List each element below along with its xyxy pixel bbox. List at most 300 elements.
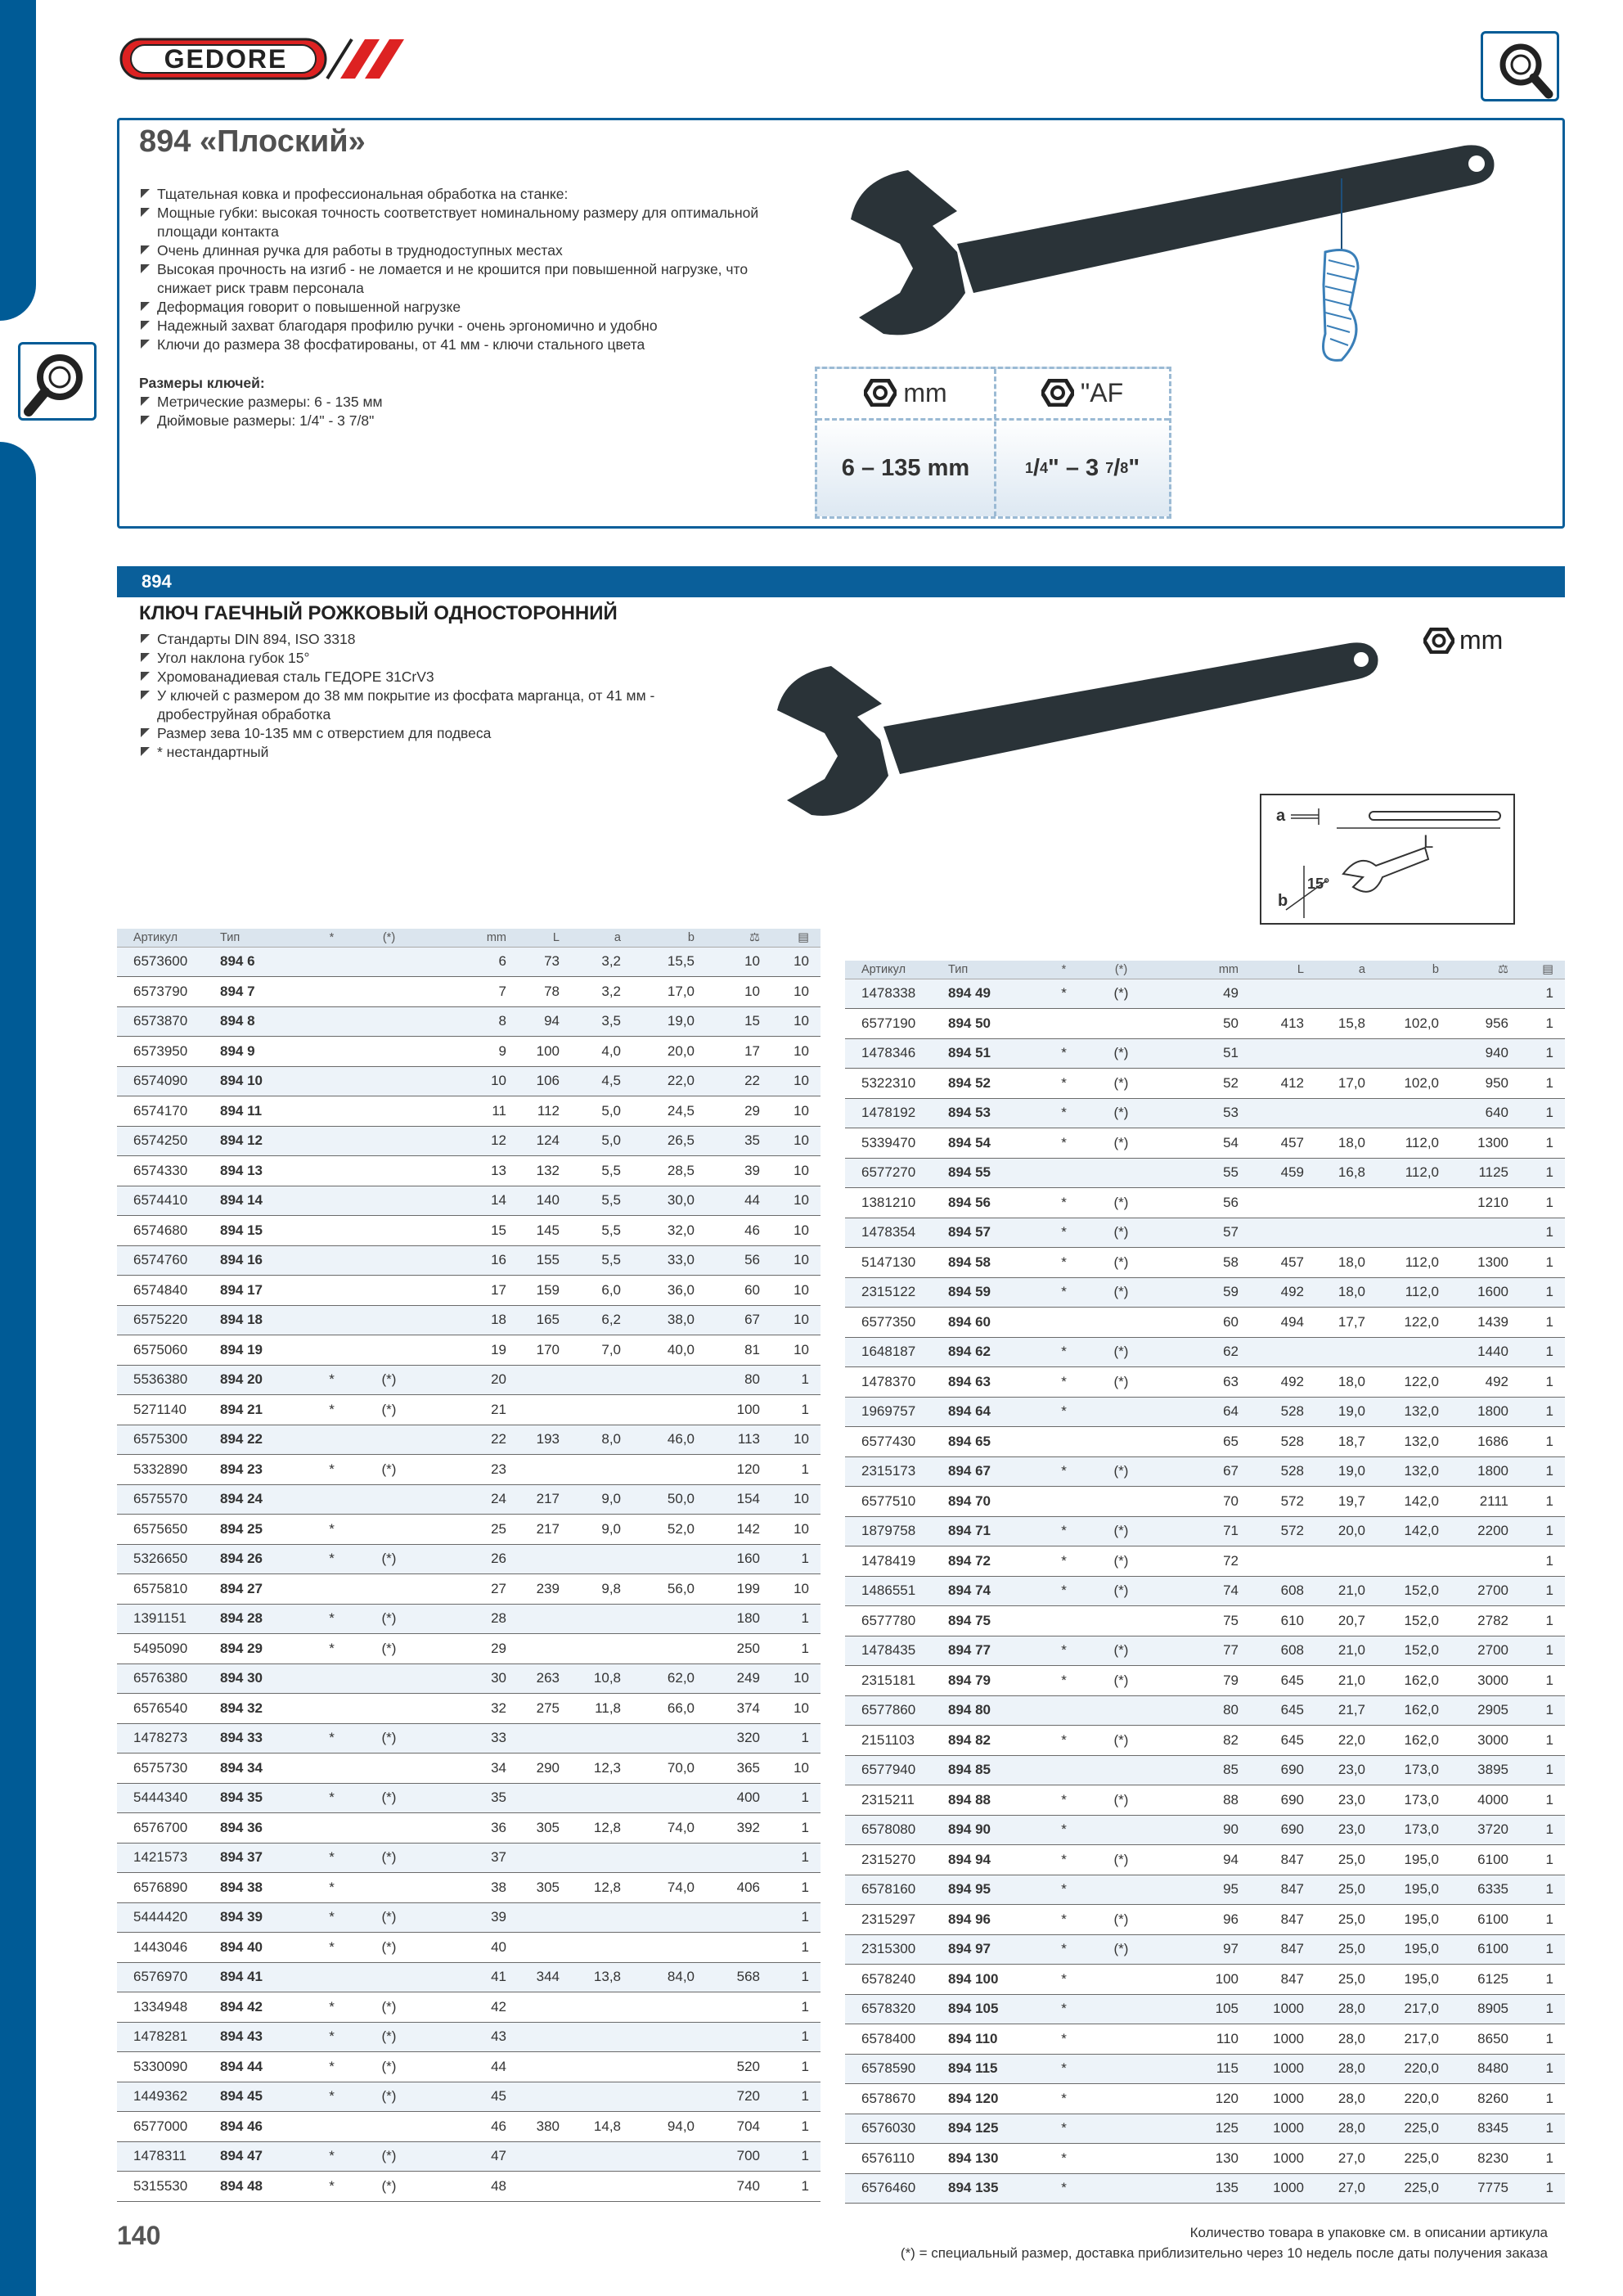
sizes-list <box>139 393 383 430</box>
type-cell: 894 125 <box>943 2114 1041 2144</box>
type-cell: 894 64 <box>943 1397 1041 1427</box>
hex-nut-icon <box>1423 628 1454 654</box>
weight-cell: 10 <box>706 947 771 977</box>
a-cell: 25,0 <box>1315 1965 1377 1995</box>
special-cell: (*) <box>354 1634 424 1664</box>
special-cell: (*) <box>354 1933 424 1963</box>
table-row <box>845 1188 1565 1218</box>
pack-cell: 1 <box>1520 1188 1565 1218</box>
nonstandard-cell: * <box>1041 1277 1086 1308</box>
spanner-illustration <box>834 129 1505 367</box>
table-row <box>117 1992 820 2023</box>
a-cell: 9,0 <box>571 1515 632 1545</box>
b-cell: 220,0 <box>1377 2054 1450 2084</box>
type-cell: 894 22 <box>215 1425 309 1455</box>
special-cell: (*) <box>1086 1098 1156 1128</box>
article-cell: 1478311 <box>117 2141 215 2172</box>
b-cell <box>632 2141 706 2172</box>
b-cell: 225,0 <box>1377 2144 1450 2174</box>
pack-cell: 1 <box>1520 2024 1565 2055</box>
type-cell: 894 62 <box>943 1337 1041 1367</box>
size-cell: 90 <box>1156 1815 1250 1845</box>
footer-line: (*) = специальный размер, доставка приблизительно через 10 недель после даты получения заказа <box>900 2245 1548 2261</box>
size-cell: 80 <box>1156 1695 1250 1726</box>
article-cell: 6578590 <box>845 2054 943 2084</box>
weight-cell: 180 <box>706 1604 771 1634</box>
weight-cell: 35 <box>706 1126 771 1156</box>
table-row <box>845 1695 1565 1726</box>
spec-item: Стандарты DIN 894, ISO 3318 <box>139 630 712 649</box>
table-row <box>117 1216 820 1246</box>
table-row <box>845 1845 1565 1875</box>
nonstandard-cell: * <box>1041 1875 1086 1905</box>
size-cell: 75 <box>1156 1606 1250 1636</box>
length-cell <box>518 2052 571 2082</box>
length-cell: 1000 <box>1250 2054 1315 2084</box>
article-cell: 2151103 <box>845 1726 943 1756</box>
nonstandard-cell <box>309 1813 354 1844</box>
special-cell <box>354 1245 424 1276</box>
spec-item: Хромованадиевая сталь ГЕДОРЕ 31CrV3 <box>139 668 712 687</box>
length-cell: 847 <box>1250 1905 1315 1935</box>
size-cell: 50 <box>1156 1009 1250 1039</box>
size-range-box <box>815 367 1171 519</box>
type-cell: 894 54 <box>943 1128 1041 1159</box>
b-cell <box>632 1604 706 1634</box>
nonstandard-cell: * <box>1041 2024 1086 2055</box>
size-cell: 19 <box>424 1335 518 1366</box>
type-cell: 894 70 <box>943 1487 1041 1517</box>
nonstandard-cell: * <box>1041 1128 1086 1159</box>
a-cell: 3,2 <box>571 947 632 977</box>
article-cell: 6576700 <box>117 1813 215 1844</box>
length-cell: 690 <box>1250 1755 1315 1785</box>
weight-cell: 154 <box>706 1484 771 1515</box>
weight-cell: 6100 <box>1450 1934 1520 1965</box>
table-row <box>117 1425 820 1455</box>
size-cell: 54 <box>1156 1128 1250 1159</box>
a-cell <box>1315 1188 1377 1218</box>
size-cell: 14 <box>424 1186 518 1216</box>
pack-cell: 1 <box>1520 1308 1565 1338</box>
pack-cell: 1 <box>1520 1367 1565 1398</box>
article-cell: 1478273 <box>117 1723 215 1754</box>
a-cell <box>571 2082 632 2112</box>
length-cell: 106 <box>518 1066 571 1096</box>
special-cell: (*) <box>354 1455 424 1485</box>
a-cell: 17,7 <box>1315 1308 1377 1338</box>
a-cell <box>571 1843 632 1873</box>
dim-l-label: L <box>1423 831 1434 852</box>
length-cell: 239 <box>518 1574 571 1605</box>
weight-cell: 956 <box>1450 1009 1520 1039</box>
special-cell: (*) <box>1086 1934 1156 1965</box>
b-cell <box>632 1933 706 1963</box>
special-cell <box>354 1216 424 1246</box>
type-cell: 894 10 <box>215 1066 309 1096</box>
pack-cell: 1 <box>1520 1009 1565 1039</box>
article-cell: 1478192 <box>845 1098 943 1128</box>
special-cell <box>1086 2144 1156 2174</box>
type-cell: 894 18 <box>215 1305 309 1335</box>
weight-cell: 1439 <box>1450 1308 1520 1338</box>
type-cell: 894 26 <box>215 1544 309 1574</box>
weight-cell: 81 <box>706 1335 771 1366</box>
b-cell: 62,0 <box>632 1663 706 1694</box>
size-cell: 58 <box>1156 1248 1250 1278</box>
table-row <box>845 1905 1565 1935</box>
size-cell: 36 <box>424 1813 518 1844</box>
a-cell: 25,0 <box>1315 1905 1377 1935</box>
weight-cell: 142 <box>706 1515 771 1545</box>
length-cell: 305 <box>518 1813 571 1844</box>
table-row <box>845 1815 1565 1845</box>
b-cell: 162,0 <box>1377 1666 1450 1696</box>
package-icon: ▤ <box>1520 961 1565 979</box>
length-cell: 94 <box>518 1006 571 1037</box>
a-cell: 6,0 <box>571 1276 632 1306</box>
table-row <box>845 1487 1565 1517</box>
side-rail-bottom <box>0 442 36 2296</box>
pack-cell: 1 <box>1520 1069 1565 1099</box>
weight-cell: 320 <box>706 1723 771 1754</box>
size-cell: 105 <box>1156 1994 1250 2024</box>
type-cell: 894 97 <box>943 1934 1041 1965</box>
special-cell: (*) <box>1086 1337 1156 1367</box>
weight-cell: 6335 <box>1450 1875 1520 1905</box>
b-cell: 32,0 <box>632 1216 706 1246</box>
table-row <box>117 1783 820 1813</box>
type-cell: 894 58 <box>943 1248 1041 1278</box>
b-cell: 217,0 <box>1377 1994 1450 2024</box>
weight-cell: 700 <box>706 2141 771 2172</box>
table-row <box>117 1604 820 1634</box>
table-row <box>117 2112 820 2142</box>
nonstandard-cell: * <box>1041 1248 1086 1278</box>
weight-cell: 6125 <box>1450 1965 1520 1995</box>
article-cell: 6576110 <box>845 2144 943 2174</box>
nonstandard-cell <box>1041 1695 1086 1726</box>
pack-cell: 1 <box>1520 1606 1565 1636</box>
table-row <box>117 1245 820 1276</box>
length-cell: 492 <box>1250 1367 1315 1398</box>
b-cell: 24,5 <box>632 1096 706 1127</box>
nonstandard-cell <box>309 1006 354 1037</box>
table-row <box>117 1515 820 1545</box>
article-cell: 2315270 <box>845 1845 943 1875</box>
article-cell: 1478346 <box>845 1038 943 1069</box>
nonstandard-cell: * <box>309 1873 354 1903</box>
size-cell: 41 <box>424 1962 518 1992</box>
a-cell: 21,7 <box>1315 1695 1377 1726</box>
article-cell: 1391151 <box>117 1604 215 1634</box>
pack-cell: 1 <box>1520 1636 1565 1666</box>
gedore-logo <box>119 36 414 86</box>
size-cell: 23 <box>424 1455 518 1485</box>
size-cell: 44 <box>424 2052 518 2082</box>
weight-cell: 2905 <box>1450 1695 1520 1726</box>
table-row <box>845 979 1565 1009</box>
weight-cell: 1600 <box>1450 1277 1520 1308</box>
b-cell <box>1377 1218 1450 1248</box>
b-cell: 66,0 <box>632 1694 706 1724</box>
pack-cell: 10 <box>771 1305 820 1335</box>
article-cell: 6573950 <box>117 1037 215 1067</box>
b-cell: 225,0 <box>1377 2173 1450 2204</box>
b-cell: 52,0 <box>632 1515 706 1545</box>
hex-nut-icon <box>864 379 897 407</box>
a-cell: 20,7 <box>1315 1606 1377 1636</box>
special-cell: (*) <box>1086 1069 1156 1099</box>
type-cell: 894 41 <box>215 1962 309 1992</box>
length-cell: 1000 <box>1250 1994 1315 2024</box>
weight-cell: 1300 <box>1450 1248 1520 1278</box>
pack-cell: 1 <box>771 1813 820 1844</box>
length-cell: 1000 <box>1250 2144 1315 2174</box>
b-cell: 220,0 <box>1377 2084 1450 2114</box>
table-row <box>117 1335 820 1366</box>
length-cell: 344 <box>518 1962 571 1992</box>
pack-cell: 1 <box>1520 1845 1565 1875</box>
af-label: "AF <box>1080 377 1124 407</box>
table-row <box>117 1634 820 1664</box>
nonstandard-cell <box>309 1574 354 1605</box>
article-cell: 6577940 <box>845 1755 943 1785</box>
table-row <box>117 1066 820 1096</box>
size-cell: 70 <box>1156 1487 1250 1517</box>
weight-cell: 56 <box>706 1245 771 1276</box>
type-cell: 894 94 <box>943 1845 1041 1875</box>
weight-cell: 46 <box>706 1216 771 1246</box>
type-cell: 894 95 <box>943 1875 1041 1905</box>
col-header-special: (*) <box>1086 961 1156 979</box>
nonstandard-cell: * <box>1041 1546 1086 1577</box>
pack-cell: 1 <box>1520 1546 1565 1577</box>
length-cell: 459 <box>1250 1158 1315 1188</box>
table-row <box>845 1218 1565 1248</box>
b-cell: 132,0 <box>1377 1427 1450 1457</box>
length-cell: 645 <box>1250 1726 1315 1756</box>
type-cell: 894 38 <box>215 1873 309 1903</box>
table-row <box>117 1126 820 1156</box>
a-cell: 5,5 <box>571 1186 632 1216</box>
table-row <box>845 1277 1565 1308</box>
special-cell: (*) <box>354 1395 424 1425</box>
table-row <box>845 1875 1565 1905</box>
type-cell: 894 14 <box>215 1186 309 1216</box>
pack-cell: 1 <box>1520 1695 1565 1726</box>
b-cell: 225,0 <box>1377 2114 1450 2144</box>
col-header-article: Артикул <box>117 929 215 947</box>
table-row <box>117 2022 820 2052</box>
size-cell: 38 <box>424 1873 518 1903</box>
article-cell: 1478338 <box>845 979 943 1009</box>
article-cell: 1443046 <box>117 1933 215 1963</box>
article-cell: 5315530 <box>117 2172 215 2202</box>
pack-cell: 1 <box>1520 1277 1565 1308</box>
pack-cell: 1 <box>1520 1755 1565 1785</box>
b-cell: 20,0 <box>632 1037 706 1067</box>
feature-item: Мощные губки: высокая точность соответствует номинальному размеру для оптимальной площади контакта <box>139 204 769 241</box>
nonstandard-cell: * <box>1041 2054 1086 2084</box>
weight-cell: 2782 <box>1450 1606 1520 1636</box>
pack-cell: 1 <box>1520 2084 1565 2114</box>
weight-cell: 392 <box>706 1813 771 1844</box>
size-cell: 51 <box>1156 1038 1250 1069</box>
length-cell <box>518 1992 571 2023</box>
length-cell: 690 <box>1250 1785 1315 1816</box>
pack-cell: 1 <box>1520 1965 1565 1995</box>
nonstandard-cell: * <box>1041 1456 1086 1487</box>
b-cell <box>1377 1188 1450 1218</box>
a-cell <box>1315 1098 1377 1128</box>
table-row <box>117 1902 820 1933</box>
length-cell: 159 <box>518 1276 571 1306</box>
nonstandard-cell: * <box>1041 1965 1086 1995</box>
nonstandard-cell: * <box>1041 1397 1086 1427</box>
b-cell <box>632 1902 706 1933</box>
package-icon: ▤ <box>771 929 820 947</box>
pack-cell: 1 <box>1520 1337 1565 1367</box>
table-row <box>117 947 820 977</box>
b-cell: 195,0 <box>1377 1875 1450 1905</box>
spec-item: Угол наклона губок 15° <box>139 649 712 668</box>
nonstandard-cell: * <box>309 1843 354 1873</box>
special-cell <box>354 1066 424 1096</box>
type-cell: 894 53 <box>943 1098 1041 1128</box>
a-cell <box>1315 1038 1377 1069</box>
nonstandard-cell <box>309 1126 354 1156</box>
weight-cell <box>706 2022 771 2052</box>
nonstandard-cell <box>309 1425 354 1455</box>
type-cell: 894 59 <box>943 1277 1041 1308</box>
a-cell <box>571 1783 632 1813</box>
nonstandard-cell <box>309 1245 354 1276</box>
spec-item: * нестандартный <box>139 743 712 762</box>
article-cell: 6578670 <box>845 2084 943 2114</box>
special-cell: (*) <box>354 2022 424 2052</box>
weight-cell <box>1450 1218 1520 1248</box>
b-cell: 173,0 <box>1377 1815 1450 1845</box>
nonstandard-cell <box>309 1663 354 1694</box>
special-cell: (*) <box>354 1783 424 1813</box>
table-row <box>117 1723 820 1754</box>
type-cell: 894 82 <box>943 1726 1041 1756</box>
length-cell: 528 <box>1250 1456 1315 1487</box>
a-cell: 28,0 <box>1315 2084 1377 2114</box>
article-cell: 6577430 <box>845 1427 943 1457</box>
length-cell: 290 <box>518 1754 571 1784</box>
feature-item: Деформация говорит о повышенной нагрузке <box>139 298 769 317</box>
pack-cell: 1 <box>1520 1218 1565 1248</box>
b-cell: 102,0 <box>1377 1069 1450 1099</box>
special-cell <box>354 2112 424 2142</box>
type-cell: 894 36 <box>215 1813 309 1844</box>
length-cell: 170 <box>518 1335 571 1366</box>
size-cell: 40 <box>424 1933 518 1963</box>
type-cell: 894 48 <box>215 2172 309 2202</box>
special-cell <box>354 1694 424 1724</box>
table-header-row <box>845 961 1565 979</box>
size-cell: 120 <box>1156 2084 1250 2114</box>
spec-table-left <box>117 929 820 2202</box>
sizes-heading: Размеры ключей: <box>139 375 265 391</box>
type-cell: 894 33 <box>215 1723 309 1754</box>
pack-cell: 1 <box>771 2022 820 2052</box>
nonstandard-cell <box>309 1186 354 1216</box>
weight-cell: 4000 <box>1450 1785 1520 1816</box>
b-cell: 112,0 <box>1377 1277 1450 1308</box>
a-cell: 8,0 <box>571 1425 632 1455</box>
weight-cell: 3895 <box>1450 1755 1520 1785</box>
a-cell: 18,0 <box>1315 1128 1377 1159</box>
b-cell: 195,0 <box>1377 1934 1450 1965</box>
table-row <box>845 2114 1565 2144</box>
weight-cell: 250 <box>706 1634 771 1664</box>
article-cell: 1334948 <box>117 1992 215 2023</box>
article-cell: 2315211 <box>845 1785 943 1816</box>
length-cell <box>518 1783 571 1813</box>
type-cell: 894 47 <box>215 2141 309 2172</box>
type-cell: 894 74 <box>943 1576 1041 1606</box>
b-cell <box>632 1723 706 1754</box>
size-cell: 42 <box>424 1992 518 2023</box>
nonstandard-cell: * <box>1041 1337 1086 1367</box>
nonstandard-cell: * <box>1041 2114 1086 2144</box>
weight-cell: 39 <box>706 1156 771 1186</box>
weight-cell: 3720 <box>1450 1815 1520 1845</box>
special-cell <box>354 1574 424 1605</box>
nonstandard-cell <box>309 1066 354 1096</box>
weight-cell: 520 <box>706 2052 771 2082</box>
nonstandard-cell: * <box>1041 1726 1086 1756</box>
nonstandard-cell <box>309 1335 354 1366</box>
length-cell: 132 <box>518 1156 571 1186</box>
size-cell: 30 <box>424 1663 518 1694</box>
size-cell: 63 <box>1156 1367 1250 1398</box>
table-row <box>117 1276 820 1306</box>
weight-cell: 199 <box>706 1574 771 1605</box>
a-cell: 18,7 <box>1315 1427 1377 1457</box>
pack-cell: 10 <box>771 977 820 1007</box>
size-cell: 46 <box>424 2112 518 2142</box>
article-cell: 6575570 <box>117 1484 215 1515</box>
b-cell: 162,0 <box>1377 1726 1450 1756</box>
nonstandard-cell: * <box>1041 2084 1086 2114</box>
type-cell: 894 55 <box>943 1158 1041 1188</box>
a-cell: 27,0 <box>1315 2173 1377 2204</box>
size-cell: 96 <box>1156 1905 1250 1935</box>
a-cell <box>571 1723 632 1754</box>
size-cell: 88 <box>1156 1785 1250 1816</box>
type-cell: 894 56 <box>943 1188 1041 1218</box>
type-cell: 894 32 <box>215 1694 309 1724</box>
b-cell <box>632 1365 706 1395</box>
special-cell <box>1086 2054 1156 2084</box>
weight-cell: 8230 <box>1450 2144 1520 2174</box>
size-cell: 53 <box>1156 1098 1250 1128</box>
weight-cell: 406 <box>706 1873 771 1903</box>
size-cell: 15 <box>424 1216 518 1246</box>
b-cell: 94,0 <box>632 2112 706 2142</box>
table-row <box>117 1305 820 1335</box>
table-row <box>845 1726 1565 1756</box>
table-row <box>845 1158 1565 1188</box>
a-cell: 5,0 <box>571 1126 632 1156</box>
length-cell: 413 <box>1250 1009 1315 1039</box>
type-cell: 894 105 <box>943 1994 1041 2024</box>
article-cell: 6577510 <box>845 1487 943 1517</box>
